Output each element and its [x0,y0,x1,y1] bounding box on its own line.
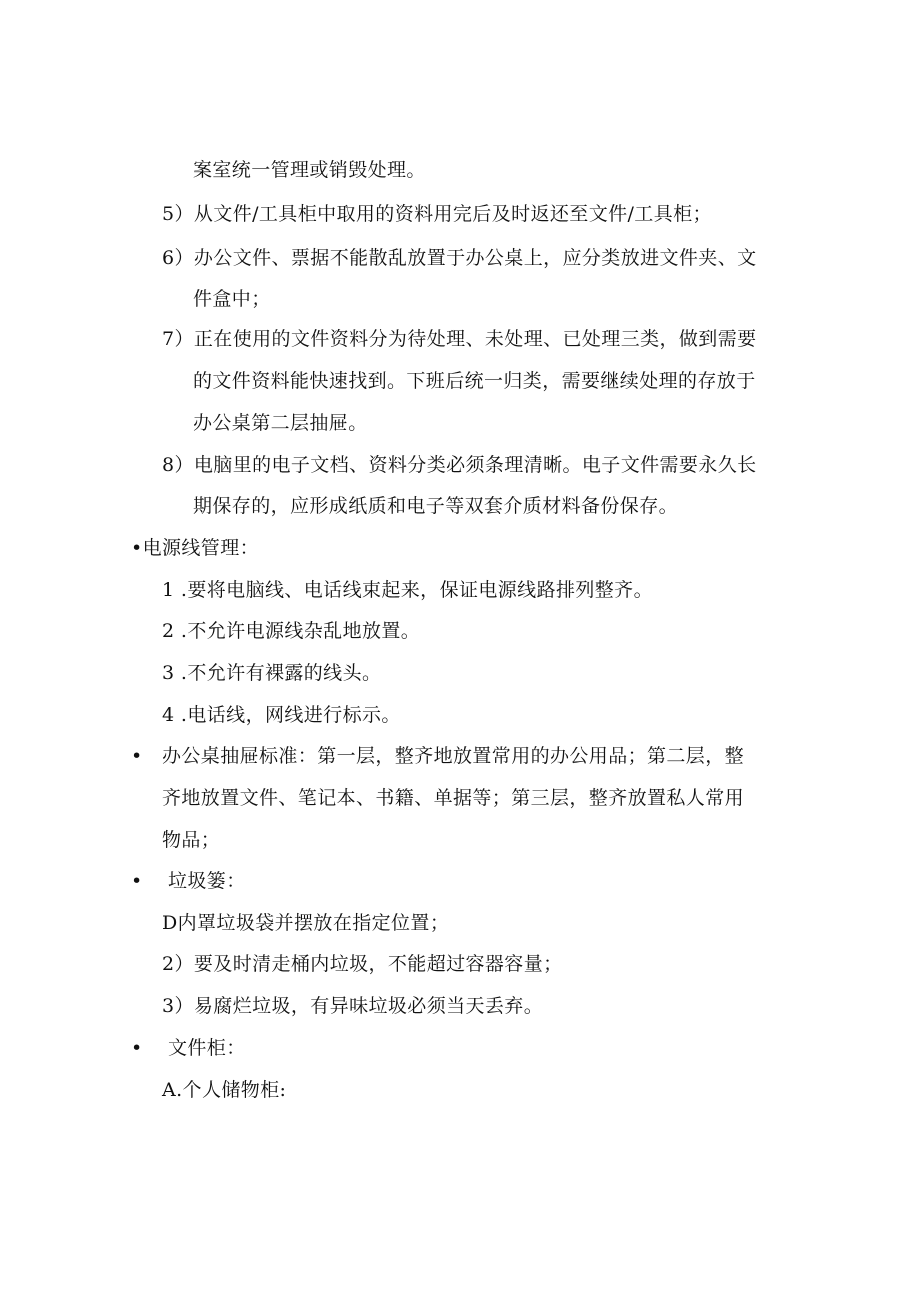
list-item: 4 .电话线，网线进行标示。 [162,704,401,726]
text-line: 办公桌第二层抽屉。 [193,412,368,434]
text-line: 办公桌抽屉标准：第一层，整齐地放置常用的办公用品；第二层，整 [162,745,745,767]
text-line: 齐地放置文件、笔记本、书籍、单据等；第三层，整齐放置私人常用 [162,787,745,809]
list-item: D内罩垃圾袋并摆放在指定位置； [162,912,450,934]
text-line: 物品； [162,829,221,851]
list-item: 2 .不允许电源线杂乱地放置。 [162,620,421,642]
list-item: A.个人储物柜: [162,1079,287,1101]
text-line: 的文件资料能快速找到。下班后统一归类，需要继续处理的存放于 [193,370,756,392]
text-line: 6）办公文件、票据不能散乱放置于办公桌上，应分类放进文件夹、文 [162,247,757,269]
bullet: • [131,1037,143,1059]
bullet: • [131,745,143,767]
text-line: 案室统一管理或销毁处理。 [193,159,426,181]
text-line: 件盒中； [193,288,271,310]
list-item: 3 .不允许有裸露的线头。 [162,662,382,684]
list-item: 1 .要将电脑线、电话线束起来，保证电源线路排列整齐。 [162,579,653,601]
list-item: 2）要及时清走桶内垃圾，不能超过容器容量； [162,953,563,975]
list-item: 3）易腐烂垃圾，有异味垃圾必须当天丢弃。 [162,995,544,1017]
bullet: • [131,870,143,892]
text-line: 期保存的，应形成纸质和电子等双套介质材料备份保存。 [193,495,679,517]
text-line: 7）正在使用的文件资料分为待处理、未处理、已处理三类，做到需要 [162,328,757,350]
section-heading: 文件柜： [168,1037,246,1059]
text-line: 8）电脑里的电子文档、资料分类必须条理清晰。电子文件需要永久长 [162,454,757,476]
text-line: 5）从文件/工具柜中取用的资料用完后及时返还至文件/工具柜； [162,203,712,225]
section-heading: •电源线管理： [131,537,260,559]
section-heading: 垃圾篓： [168,870,246,892]
